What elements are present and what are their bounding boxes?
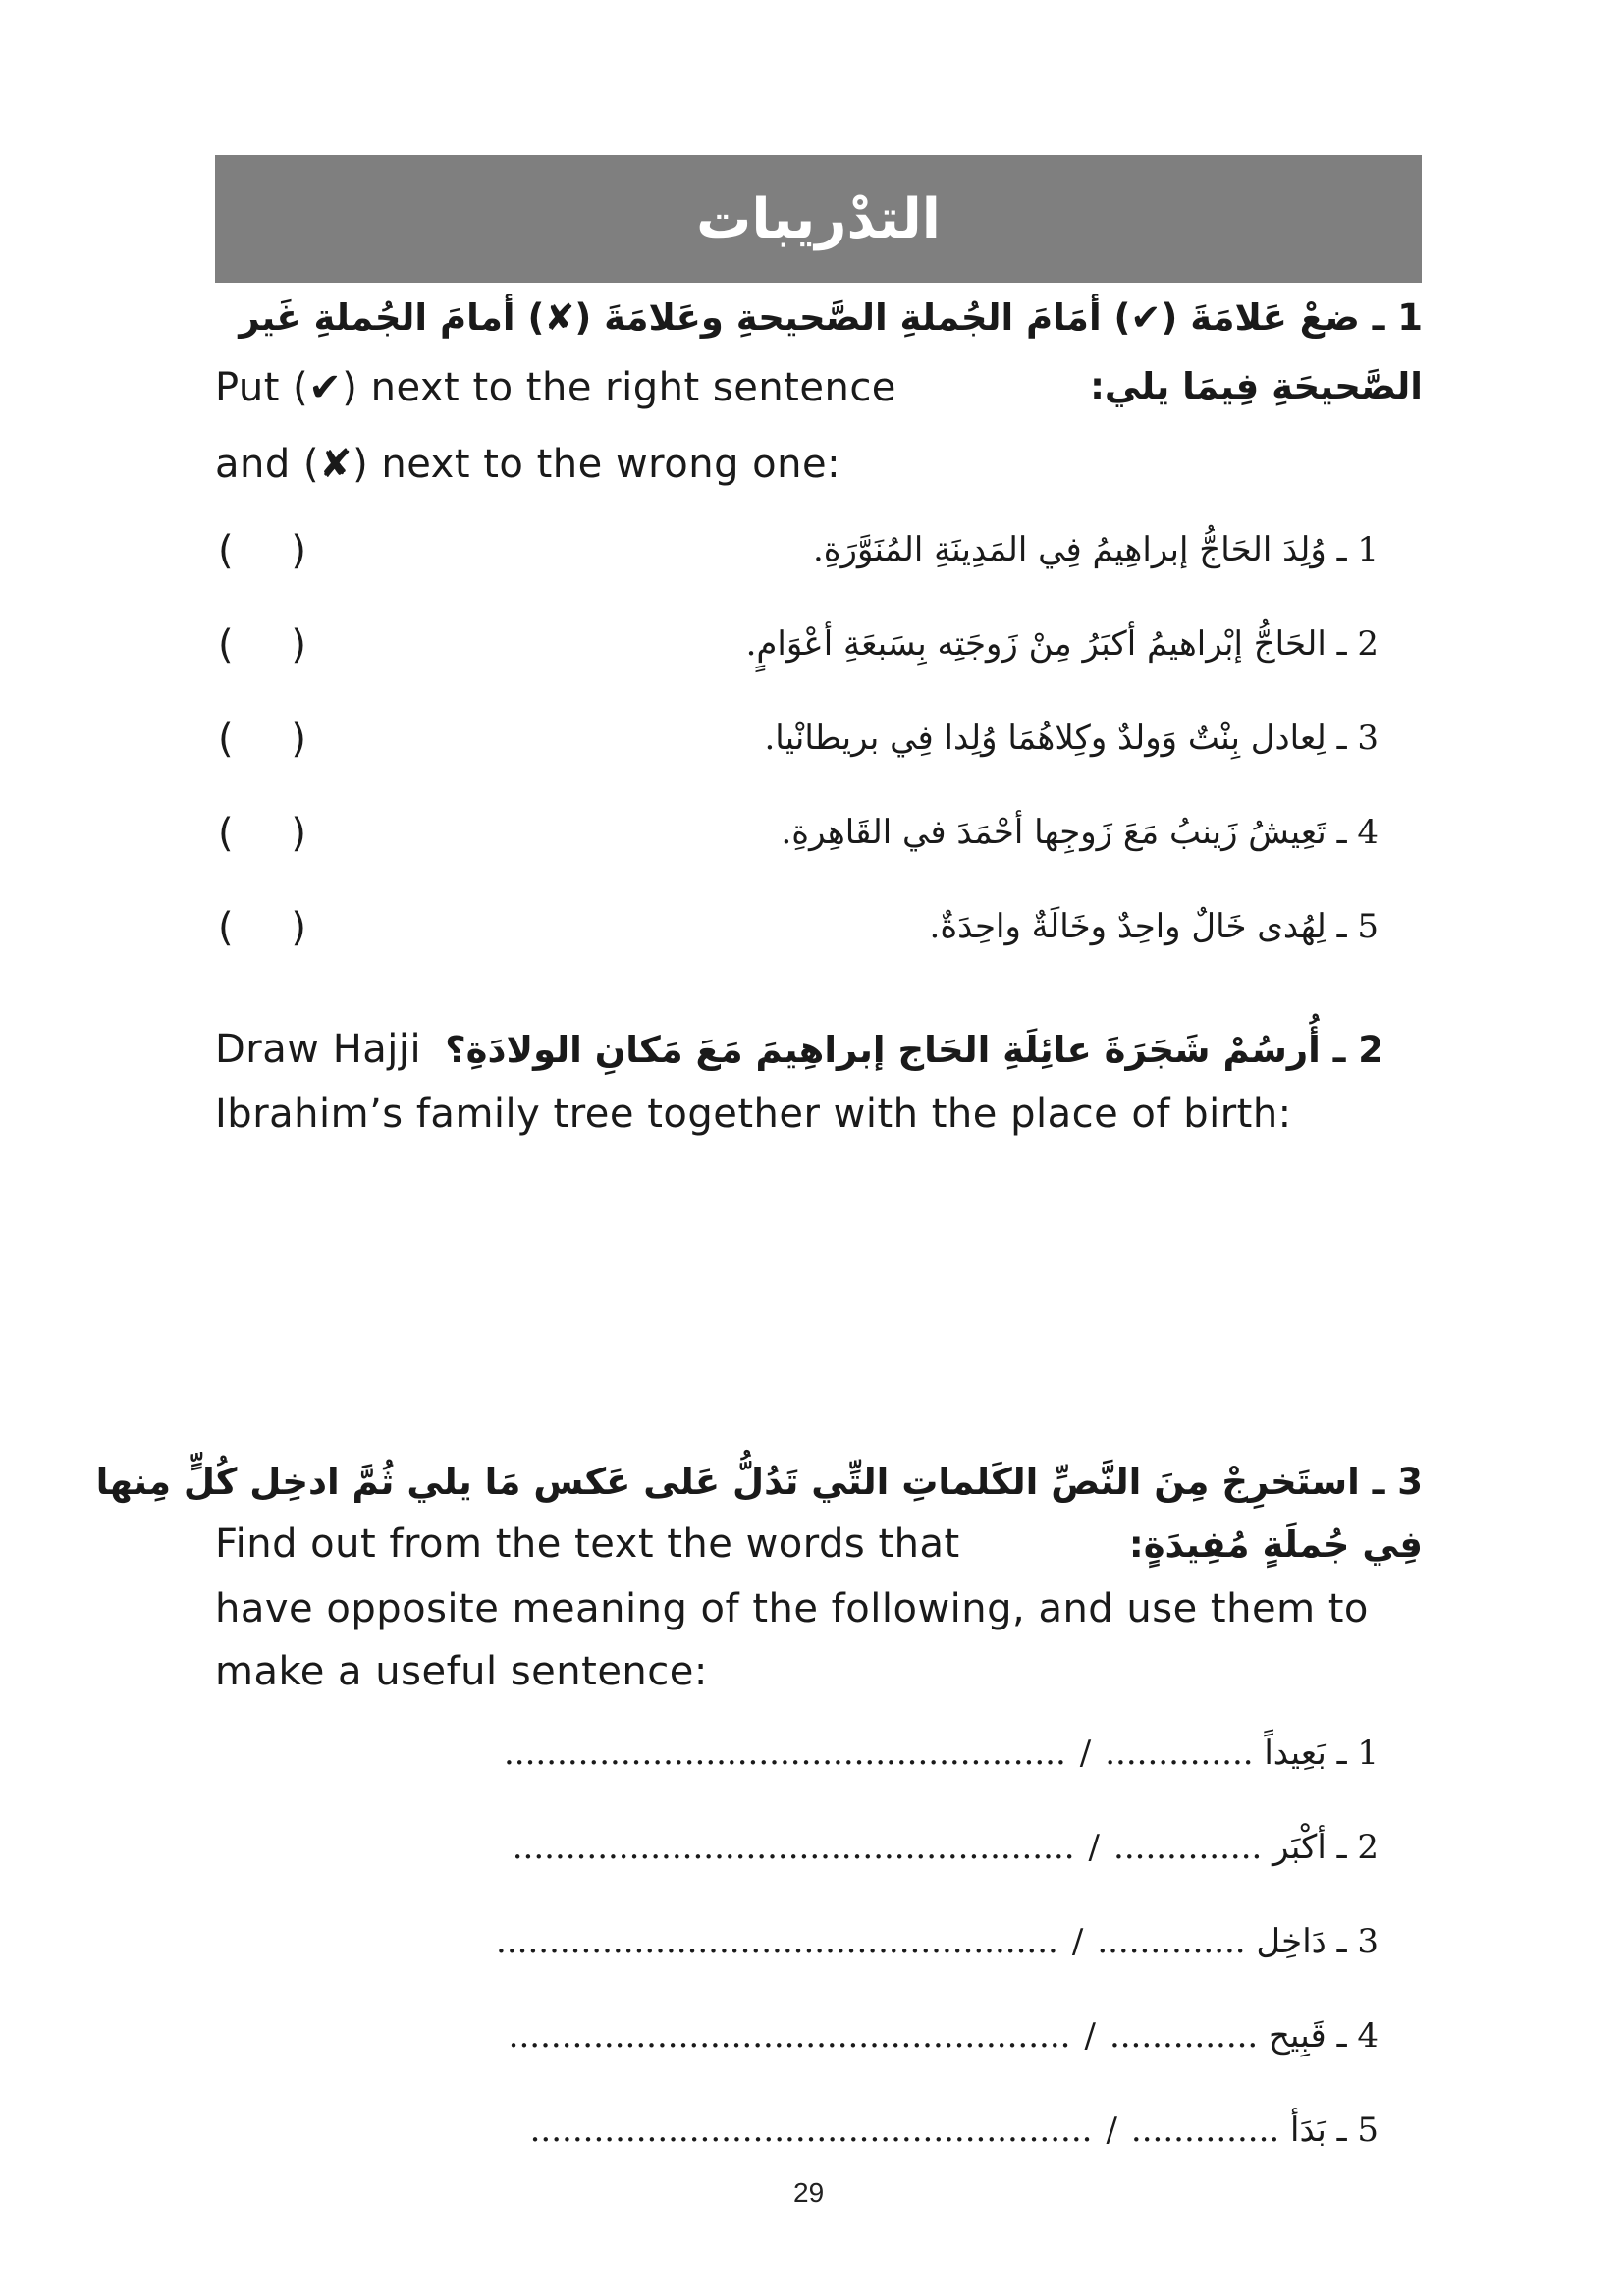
answer-parens-5[interactable] [218,905,306,950]
section-title: التدْريبات [696,187,941,251]
fill-row-1[interactable] [504,1734,1379,1773]
paren-close: ) [291,811,306,856]
fill-row-4[interactable] [509,2016,1379,2056]
answer-parens-4[interactable] [218,811,306,856]
fill-row-slash: / [1106,2110,1117,2150]
exercise1-english-line2: and (✘) next to the wrong one: [215,442,841,487]
fill-row-answer-line[interactable]: ..................................................... [508,2016,1071,2056]
paren-open: ( [218,717,234,762]
exercise2-english-line1: Draw Hajji [215,1027,422,1072]
exercise3-arabic-line1: 3 ـ استَخرِجْ مِنَ النَّصِّ الكَلماتِ التِّي تَدُلُّ عَلى عَكس مَا يلي ثُمَّ ادخِل كُلٍّ مِنها [95,1461,1423,1503]
paren-open: ( [218,622,234,667]
paren-close: ) [291,905,306,950]
fill-row-answer-line[interactable]: ..................................................... [503,1734,1066,1773]
exercise1-item-5: 5 ـ لِهُدى خَالٌ واحِدٌ وخَالَةٌ واحِدَةٌ. [929,907,1379,946]
paren-open: ( [218,811,234,856]
exercise1-arabic-line2: الصَّحيحَةِ فِيمَا يلي: [1090,365,1423,407]
answer-parens-2[interactable] [218,622,306,667]
fill-row-slash: / [1079,1734,1092,1773]
fill-row-answer-line[interactable]: ..................................................... [529,2110,1093,2150]
fill-row-word: 2 ـ أكْبَر .............. [1113,1828,1379,1867]
exercise1-english-line1: Put (✔) next to the right sentence [215,365,896,410]
fill-row-slash: / [1071,1922,1084,1961]
fill-row-word: 3 ـ دَاخِل .............. [1097,1922,1379,1961]
paren-open: ( [218,528,234,573]
fill-row-word: 5 ـ بَدَأ .............. [1130,2110,1379,2150]
fill-row-5[interactable] [530,2110,1379,2150]
answer-parens-1[interactable] [218,528,306,573]
exercise3-english-line3: make a useful sentence: [215,1649,708,1694]
exercise1-item-1: 1 ـ وُلِدَ الحَاجُّ إبراهِيمُ فِي المَدِينَةِ المُنَوَّرَةِ. [812,530,1379,569]
exercise1-arabic-line1: 1 ـ ضعْ عَلامَةَ (✔) أمَامَ الجُملةِ الصَّحيحةِ وعَلامَةَ (✘) أمامَ الجُملةِ غَير [239,296,1423,339]
exercise3-arabic-line2: فِي جُملَةٍ مُفِيدَةٍ: [1128,1523,1423,1566]
exercise2-arabic: 2 ـ أُرسُمْ شَجَرَةَ عائِلَةِ الحَاج إبراهِيمَ مَعَ مَكانِ الولادَةِ؟ [445,1029,1383,1071]
exercise1-item-4: 4 ـ تَعِيشُ زَينبُ مَعَ زَوجِها أحْمَدَ في القَاهِرةِ. [781,813,1379,852]
exercise1-item-2: 2 ـ الحَاجُّ إبْراهيمُ أكبَرُ مِنْ زَوجَتِه بِسَبعَةِ أعْوَامٍ. [745,624,1379,664]
exercise3-english-line2: have opposite meaning of the following, and use them to [215,1586,1369,1631]
answer-parens-3[interactable] [218,717,306,762]
fill-row-word: 1 ـ بَعِيداً .............. [1105,1734,1379,1773]
exercise3-english-line1: Find out from the text the words that [215,1522,960,1567]
fill-row-2[interactable] [513,1828,1379,1867]
fill-row-word: 4 ـ قَبِيح .............. [1109,2016,1379,2056]
paren-close: ) [291,528,306,573]
fill-row-slash: / [1084,2016,1096,2056]
page-number: 29 [793,2177,825,2208]
paren-close: ) [291,622,306,667]
fill-row-answer-line[interactable]: ..................................................... [496,1922,1058,1961]
section-header-bar [215,155,1422,283]
paren-open: ( [218,905,234,950]
fill-row-3[interactable] [496,1922,1379,1961]
exercise2-english-line2: Ibrahim’s family tree together with the place of birth: [215,1092,1292,1137]
paren-close: ) [291,717,306,762]
exercise1-item-3: 3 ـ لِعادل بِنْتٌ وَولدٌ وكِلاهُمَا وُلِدا فِي بريطانْيا. [764,719,1379,758]
fill-row-slash: / [1088,1828,1101,1867]
fill-row-answer-line[interactable]: ..................................................... [512,1828,1075,1867]
